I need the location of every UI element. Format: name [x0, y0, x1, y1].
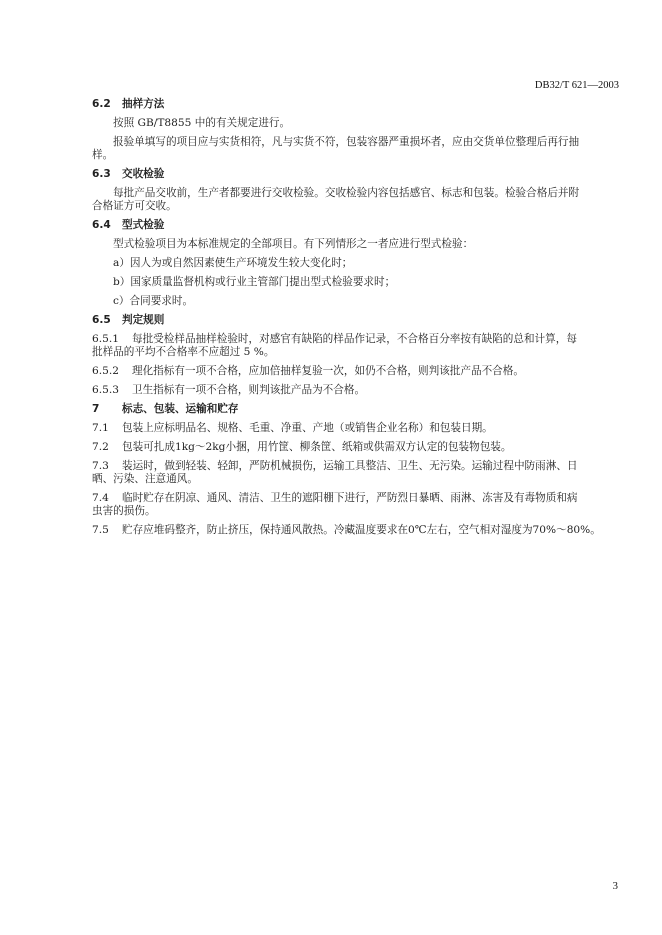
- clause-text: 贮存应堆码整齐，防止挤压，保持通风散热。冷藏温度要求在0℃左右，空气相对湿度为70%～80%。: [122, 524, 601, 537]
- clause-text: 包装上应标明品名、规格、毛重、净重、产地（或销售企业名称）和包装日期。: [122, 421, 493, 434]
- clause-text: 卫生指标有一项不合格，则判该批产品为不合格。: [132, 384, 366, 396]
- section-number: 6.3: [92, 168, 111, 181]
- clause-text: 临时贮存在阴凉、通风、清洁、卫生的遮阳棚下进行，严防烈日暴晒、雨淋、冻害及有毒物质和病: [122, 491, 578, 504]
- section-number: 6.4: [92, 219, 111, 232]
- section-title: 判定规则: [122, 313, 165, 326]
- section-heading: [92, 403, 624, 416]
- paragraph-line: 报验单填写的项目应与实货相符，凡与实货不符，包装容器严重损坏者，应由交货单位整理后再行抽: [113, 135, 580, 148]
- section-number: 6.2: [92, 98, 111, 110]
- clause-number: 7.1: [92, 421, 109, 434]
- page-number: 3: [612, 880, 618, 892]
- clause-text: 包装可扎成1kg～2kg小捆，用竹筐、柳条筐、纸箱或供需双方认定的包装物包装。: [122, 440, 512, 453]
- section-heading: [92, 98, 624, 111]
- section-heading: [92, 314, 624, 327]
- section-title: 标志、包装、运输和贮存: [122, 402, 239, 415]
- clause-line: [92, 384, 624, 397]
- section-number: 6.5: [92, 313, 111, 326]
- clause-number: 6.5.1: [92, 332, 119, 345]
- list-item: b）国家质量监督机构或行业主管部门提出型式检验要求时；: [113, 276, 396, 289]
- paragraph-continuation: 合格证方可交收。: [92, 200, 177, 213]
- list-item: c）合同要求时。: [113, 294, 194, 307]
- clause-line: [92, 460, 624, 473]
- paragraph-line: 每批产品交收前，生产者都要进行交收检验。交收检验内容包括感官、标志和包装。检验合格后并附: [113, 187, 580, 200]
- paragraph-line: 按照 GB/T8855 中的有关规定进行。: [113, 116, 291, 129]
- section-number: 7: [92, 402, 100, 415]
- clause-number: 7.2: [92, 440, 109, 453]
- clause-text: 每批受检样品抽样检验时，对感官有缺陷的样品作记录，不合格百分率按有缺陷的总和计算，每: [132, 332, 577, 345]
- clause-continuation: 批样品的平均不合格率不应超过 5 %。: [92, 346, 275, 359]
- clause-number: 7.5: [92, 524, 109, 537]
- clause-text: 理化指标有一项不合格，应加倍抽样复验一次，如仍不合格，则判该批产品不合格。: [132, 365, 524, 378]
- section-title: 型式检验: [122, 219, 165, 232]
- clause-line: [92, 365, 624, 378]
- clause-line: [92, 333, 624, 346]
- paragraph-continuation: 样。: [92, 149, 114, 162]
- section-heading: [92, 168, 624, 181]
- clause-text: 装运时，做到轻装、轻卸，严防机械损伤，运输工具整洁、卫生、无污染。运输过程中防雨淋、日: [122, 459, 578, 472]
- section-title: 交收检验: [122, 168, 165, 181]
- list-item: a）因人为或自然因素使生产环境发生较大变化时；: [113, 257, 353, 270]
- clause-line: [92, 524, 624, 537]
- document-body: [92, 98, 624, 543]
- clause-number: 6.5.2: [92, 365, 119, 378]
- clause-line: [92, 422, 624, 435]
- clause-line: [92, 441, 624, 454]
- clause-number: 6.5.3: [92, 384, 119, 396]
- clause-continuation: 虫害的损伤。: [92, 505, 156, 518]
- clause-line: [92, 492, 624, 505]
- clause-continuation: 晒、污染、注意通风。: [92, 473, 198, 486]
- standard-code: DB32/T 621—2003: [534, 80, 619, 91]
- clause-number: 7.4: [92, 491, 109, 504]
- paragraph-line: 型式检验项目为本标准规定的全部项目。有下列情形之一者应进行型式检验：: [113, 238, 474, 251]
- section-title: 抽样方法: [122, 98, 165, 110]
- clause-number: 7.3: [92, 459, 109, 472]
- section-heading: [92, 219, 624, 232]
